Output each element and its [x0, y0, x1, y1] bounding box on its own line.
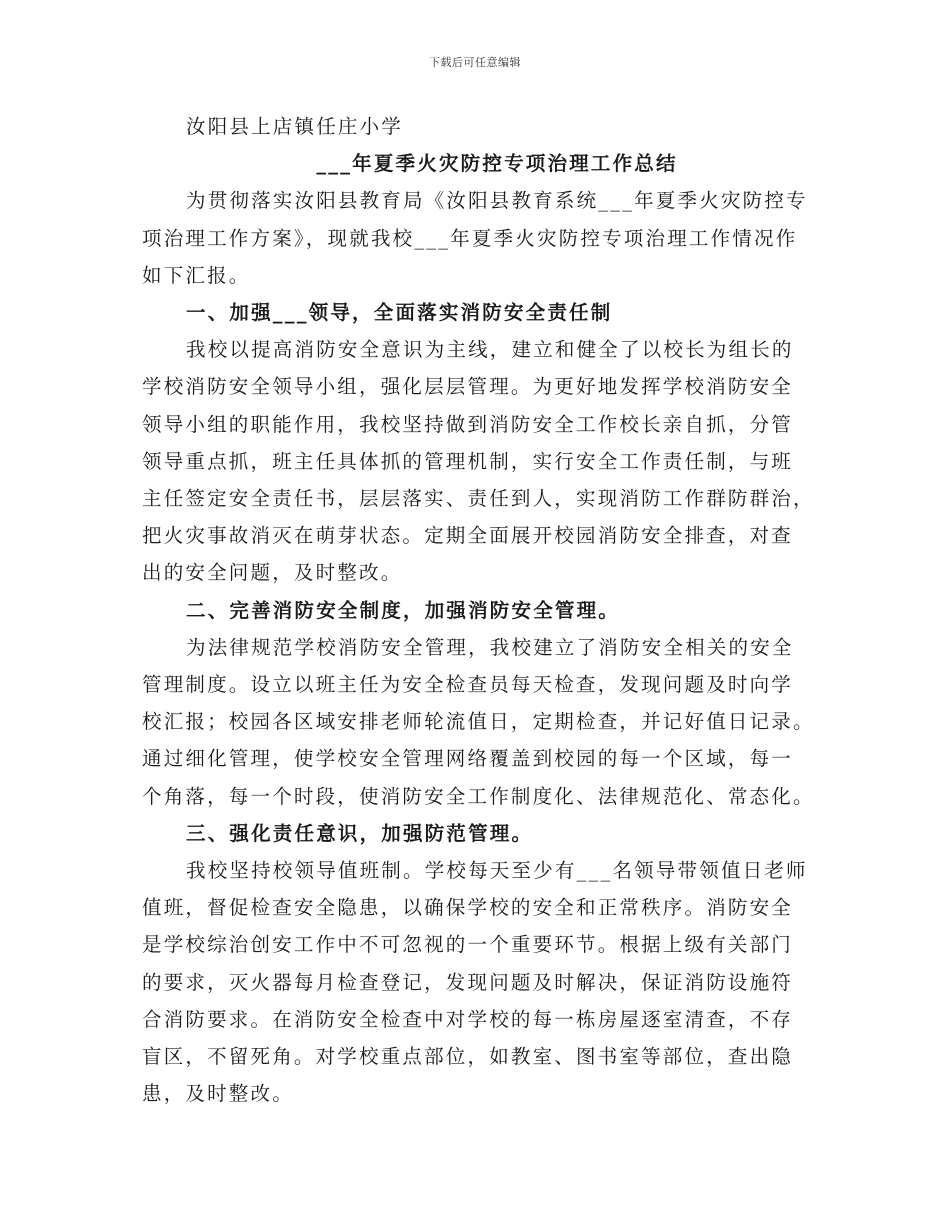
document-body — [142, 108, 822, 1112]
section-heading: 二、完善消防安全制度，加强消防安全管理。 — [186, 598, 621, 622]
paragraph-line: 出的安全问题，及时整改。 — [142, 561, 403, 585]
paragraph-line: 通过细化管理，使学校安全管理网络覆盖到校园的每一个区域，每一 — [142, 747, 794, 771]
intro-paragraph — [142, 182, 822, 294]
section-2 — [142, 592, 822, 815]
paragraph-line: 的要求，灭火器每月检查登记，发现问题及时解决，保证消防设施符 — [142, 970, 794, 994]
paragraph-line: 管理制度。设立以班主任为安全检查员每天检查，发现问题及时向学 — [142, 673, 794, 697]
paragraph-line: 我校坚持校领导值班制。学校每天至少有___名领导带领值日老师 — [186, 859, 808, 883]
paragraph-line: 患，及时整改。 — [142, 1082, 294, 1106]
paragraph-line: 合消防要求。在消防安全检查中对学校的每一栋房屋逐室清查，不存 — [142, 1007, 794, 1031]
paragraph-line: 盲区，不留死角。对学校重点部位，如教室、图书室等部位，查出隐 — [142, 1045, 794, 1069]
paragraph-line: 我校以提高消防安全意识为主线，建立和健全了以校长为组长的 — [186, 338, 794, 362]
school-name: 汝阳县上店镇任庄小学 — [186, 115, 404, 138]
section-heading: 三、强化责任意识，加强防范管理。 — [186, 821, 534, 845]
paragraph-line: 把火灾事故消灭在萌芽状态。定期全面展开校园消防安全排查，对查 — [142, 524, 794, 548]
paragraph-line: 领导小组的职能作用，我校坚持做到消防安全工作校长亲自抓，分管 — [142, 412, 794, 436]
section-heading: 一、加强___领导，全面落实消防安全责任制 — [186, 301, 613, 325]
paragraph-line: 值班，督促检查安全隐患，以确保学校的安全和正常秩序。消防安全 — [142, 896, 794, 920]
section-3 — [142, 815, 822, 1113]
document-title: ___年夏季火灾防控专项治理工作总结 — [316, 152, 678, 176]
paragraph-line: 校汇报；校园各区域安排老师轮流值日，定期检查，并记好值日记录。 — [142, 710, 815, 734]
paragraph-line: 项治理工作方案》，现就我校___年夏季火灾防控专项治理工作情况作 — [142, 226, 798, 250]
section-1 — [142, 294, 822, 592]
paragraph-line: 个角落，每一个时段，使消防安全工作制度化、法律规范化、常态化。 — [142, 784, 815, 808]
paragraph-line: 是学校综治创安工作中不可忽视的一个重要环节。根据上级有关部门 — [142, 933, 794, 957]
paragraph-line: 学校消防安全领导小组，强化层层管理。为更好地发挥学校消防安全 — [142, 375, 794, 399]
paragraph-line: 为贯彻落实汝阳县教育局《汝阳县教育系统___年夏季火灾防控专 — [186, 189, 808, 213]
page-header-note: 下载后可任意编辑 — [429, 56, 521, 69]
paragraph-line: 主任签定安全责任书，层层落实、责任到人，实现消防工作群防群治， — [142, 487, 815, 511]
paragraph-line: 领导重点抓，班主任具体抓的管理机制，实行安全工作责任制，与班 — [142, 449, 794, 473]
paragraph-line: 为法律规范学校消防安全管理，我校建立了消防安全相关的安全 — [186, 635, 794, 659]
paragraph-line: 如下汇报。 — [142, 263, 251, 287]
